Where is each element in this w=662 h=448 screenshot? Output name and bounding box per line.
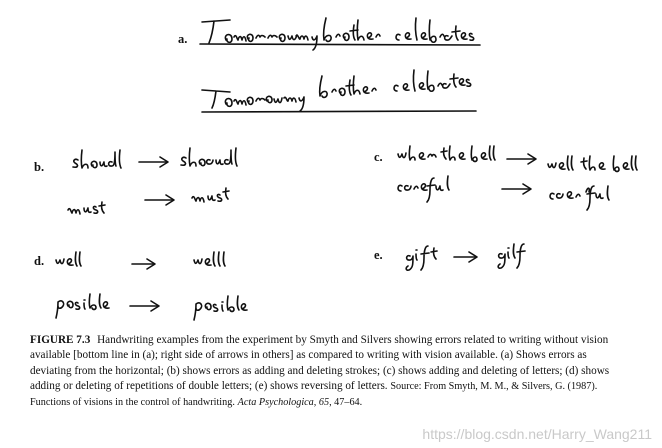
handwriting-d-posible-written <box>194 296 254 326</box>
panel-label-d: d. <box>34 254 45 268</box>
handwriting-c-careful <box>396 176 456 206</box>
handwriting-e-gilf <box>494 242 534 276</box>
handwriting-d-well <box>54 250 94 274</box>
caption-journal: Acta Psychologica, 65 <box>237 396 330 408</box>
panel-label-a: a. <box>178 32 188 46</box>
handwriting-b-must <box>66 196 110 218</box>
figure-label: FIGURE 7.3 <box>30 334 91 346</box>
handwriting-b-should <box>70 148 130 178</box>
watermark: https://blog.csdn.net/Harry_Wang211 <box>422 426 652 442</box>
handwriting-d-posible <box>56 294 116 324</box>
figure-caption <box>30 333 630 410</box>
arrow-c2 <box>500 182 536 196</box>
caption-text: Handwriting examples from the experiment by Smyth and Silvers showing errors related to writing without vision available [bottom line in (a); right side of arrows in others] as compared to writing with vision available. (a) Shows errors as deviating from the horizontal; (b) shows errors as adding and deleting strokes; (c) shows adding and deleting of letters; (d) shows adding or deleting of repetitions of double letters; (e) shows reversing of letters. <box>30 334 610 393</box>
arrow-d1 <box>130 257 160 271</box>
panel-label-e: e. <box>374 248 383 262</box>
panel-label-b: b. <box>34 160 45 174</box>
caption-source: Source: From Smyth, M. M., & Silvers, G. (1987). Functions of visions in the control of handwriting. <box>30 381 598 408</box>
arrow-b2 <box>143 193 179 207</box>
handwriting-a-with-vision <box>196 10 486 50</box>
handwriting-b-shoauld <box>178 146 244 176</box>
arrow-d2 <box>128 299 164 313</box>
arrow-e <box>452 250 482 264</box>
arrow-c1 <box>505 152 541 166</box>
handwriting-c-caerful <box>548 184 618 214</box>
handwriting-d-welll <box>192 250 238 274</box>
handwriting-e-gift <box>402 244 446 278</box>
handwriting-a-without-vision <box>198 68 488 118</box>
caption-pages: , 47–64. <box>329 396 363 408</box>
panel-label-c: c. <box>374 150 383 164</box>
handwriting-c-when-the-bell <box>396 144 496 170</box>
arrow-b1 <box>137 155 173 169</box>
handwriting-c-well-the-bell <box>546 152 646 180</box>
handwriting-b-must-written <box>190 184 234 206</box>
